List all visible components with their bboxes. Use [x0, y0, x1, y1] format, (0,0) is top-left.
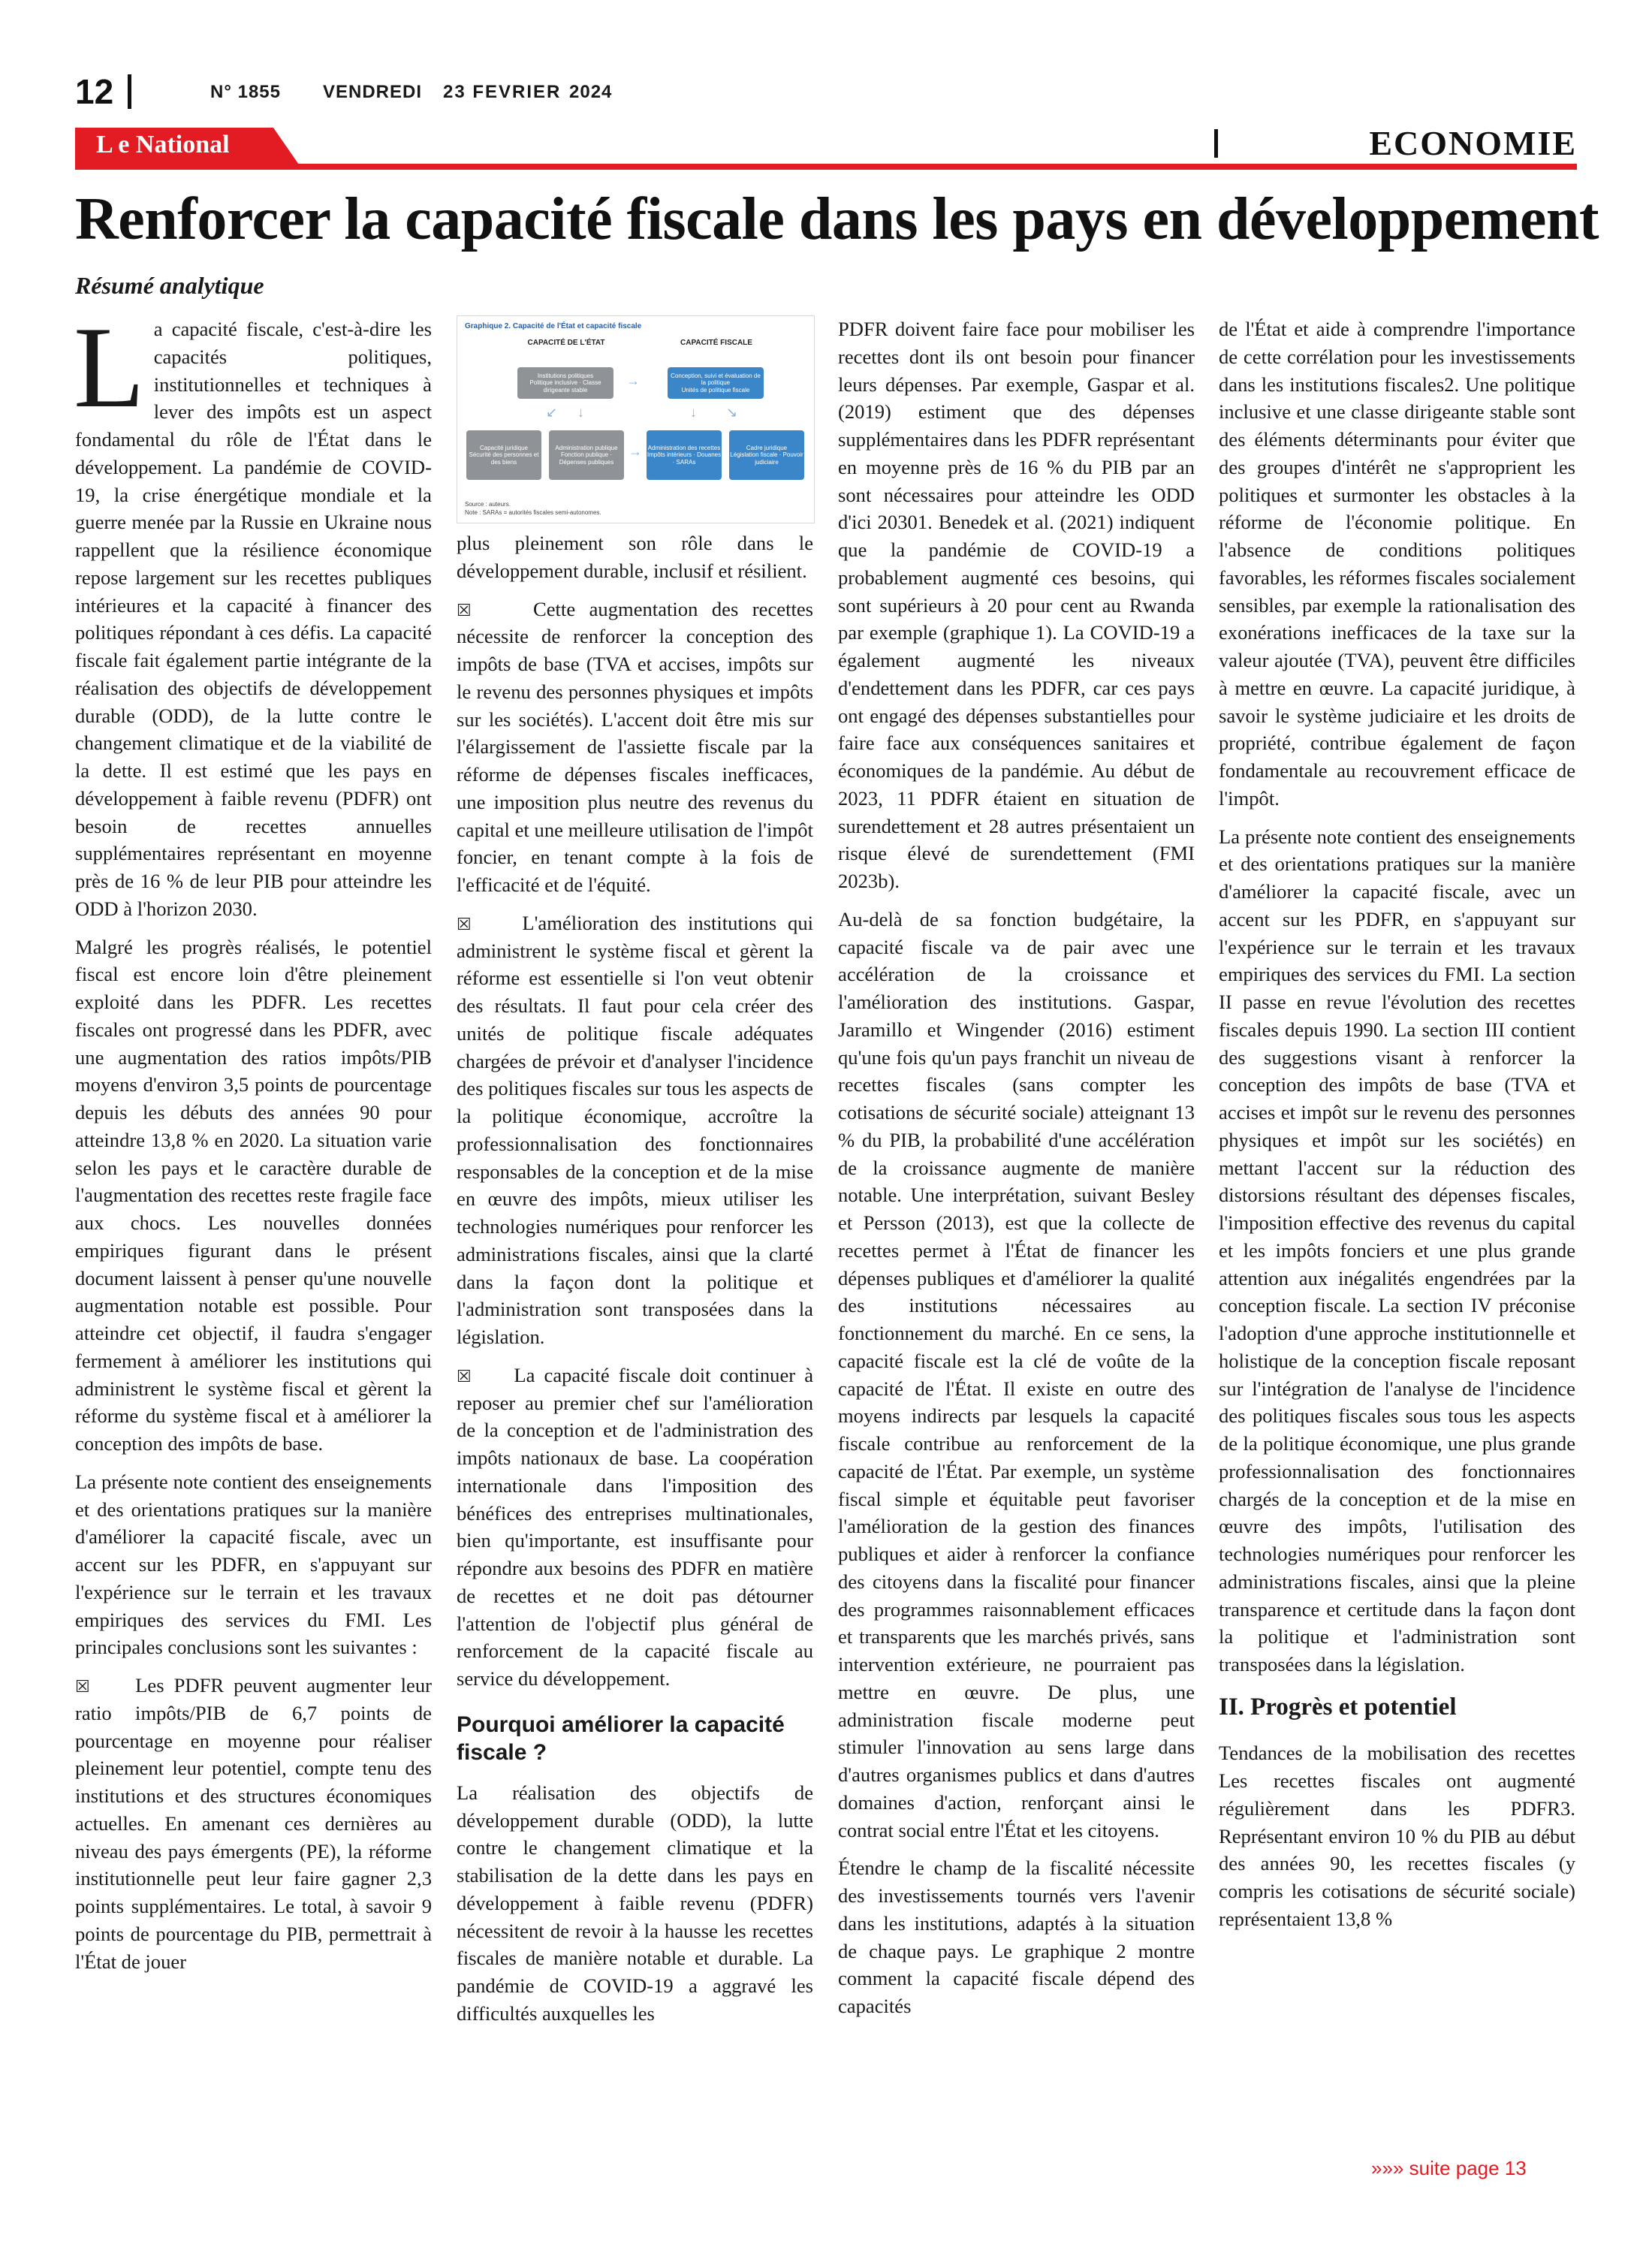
article-column-4 — [1219, 315, 1575, 1944]
issue-date: 23 FEVRIER — [443, 82, 562, 102]
bullet-paragraph: ☒ La capacité fiscale doit continuer à reposer au premier chef sur l'amélioration de la conception et de l'administration des impôts nationaux de base. La coopération internationale dans l'imposition des bénéfices des entreprises multinationales, bien qu'importante, est insuffisante pour répondre aux besoins des PDFR en matière de recettes et ne doit pas détourner l'attention de l'objectif plus général de renforcement de la capacité fiscale au service du développement. — [457, 1363, 813, 1690]
arrow-down-left-icon: ↙ — [546, 405, 558, 420]
box-legal-capacity: Capacité juridique Sécurité des personnes et des biens — [466, 430, 541, 480]
paragraph: La capacité fiscale, c'est-à-dire les capacités politiques, institutionnelles et techniques à lever des impôts est un aspect fondamental du rôle de l'État dans le développement. La pandémie de COVID-19, la crise énergétique mondiale et la guerre menée par la Russie en Ukraine nous rappellent que la résilience économique repose largement sur les recettes publiques intérieures et la capacité à financer des politiques répondant à ces défis. La capacité fiscale fait également partie intégrante de la réalisation des objectifs de développement durable (ODD), de la lutte contre le changement climatique et de la viabilité de la dette. Il est estimé que les pays en développement à faible revenu (PDFR) ont besoin de recettes annuelles supplémentaires représentant en moyenne près de 16 % de leur PIB pour atteindre les ODD à l'horizon 2030. — [74, 303, 432, 920]
section-name: ECONOMIE — [1369, 124, 1577, 162]
arrow-down-icon: ↓ — [690, 405, 697, 420]
bullet-paragraph: ☒ Cette augmentation des recettes nécessite de renforcer la conception des impôts de base (TVA et accises, impôts sur le revenu des personnes physiques et impôts sur les sociétés). L'accent doit être mis sur l'élargissement de l'assiette fiscale par la réforme de dépenses fiscales inefficaces, une imposition plus neutre des revenus du capital et une meilleure utilisation de l'impôt foncier, en tenant compte à la fois de l'efficacité et de l'équité. — [457, 597, 814, 896]
checkbox-glyph-icon: ☒ — [457, 915, 472, 934]
arrow-right-icon: → — [629, 444, 642, 459]
bullet-paragraph: ☒ Les PDFR peuvent augmenter leur ratio impôts/PIB de 6,7 points de pourcentage en moyenne pour réaliser pleinement leur potentiel, compte tenu des institutions et des structures économiques actuelles. En amenant ces dernières au niveau des pays émergents (PE), la réforme institutionnelle peut leur faire gagner 2,3 points supplémentaires. Le total, à savoir 9 points de pourcentage du PIB, permettrait à l'État de jouer — [75, 1674, 432, 1973]
article-column-2 — [457, 529, 813, 2038]
box-revenue-administration: Administration des recettes Impôts intérieurs · Douanes · SARAs — [647, 430, 722, 480]
figure-title: Graphique 2. Capacité de l'État et capacité fiscale — [465, 322, 642, 330]
figure-left-heading: CAPACITÉ DE L'ÉTAT — [527, 339, 605, 347]
box-public-administration: Administration publique Fonction publique · Dépenses publiques — [549, 430, 624, 480]
article-column-1 — [74, 303, 432, 1986]
page-number-divider — [128, 74, 131, 109]
newspaper-brand: L e National — [96, 131, 230, 158]
paragraph: PDFR doivent faire face pour mobiliser les recettes dont ils ont besoin pour financer leurs dépenses. Par exemple, Gaspar et al. (2019) estiment que des dépenses supplémentaires dans les PDFR représentant en moyenne près de 16 % du PIB par an sont nécessaires pour atteindre les ODD d'ici 20301. Benedek et al. (2021) indiquent que la pandémie de COVID-19 a probablement augmenté ces besoins, qui sont supérieurs à 20 pour cent au Rwanda par exemple (graphique 1). La COVID-19 a également augmenté les niveaux d'endettement dans les PDFR, car ces pays ont engagé des dépenses substantielles pour faire face aux conséquences sanitaires et économiques de la pandémie. Au début de 2023, 11 PDFR étaient en situation de surendettement et 28 autres présentaient un risque élevé de surendettement (FMI 2023b). — [838, 318, 1195, 892]
drop-cap: L — [74, 303, 145, 432]
arrow-down-icon: ↓ — [577, 405, 584, 420]
arrow-right-icon: → — [626, 373, 640, 388]
checkbox-glyph-icon: ☒ — [75, 1678, 90, 1697]
masthead-top — [75, 71, 1577, 116]
article-title: Renforcer la capacité fiscale dans les pays en développement — [75, 186, 1599, 252]
paragraph: La présente note contient des enseignements et des orientations pratiques sur la manière d'améliorer la capacité fiscale, avec un accent sur les PDFR, en s'appuyant sur l'expérience sur le terrain et les travaux empiriques des services du FMI. La section II passe en revue l'évolution des recettes fiscales depuis 1990. La section III contient des suggestions visant à renforcer la conception des impôts de base (TVA et accises et impôt sur le revenu des personnes physiques et impôt sur les sociétés) en mettant l'accent sur la réduction des distorsions résultant des dépenses fiscales, l'imposition effective des revenus du capital et les impôts fonciers et une plus grande attention aux inégalités engendrées par la conception fiscale. La section IV préconise l'adoption d'une approche institutionnelle et holistique de la conception fiscale reposant sur l'intégration de l'analyse de l'incidence des politiques fiscales sous tous les aspects de la politique économique, une plus grande professionnalisation des fonctionnaires chargés de la conception et de la mise en œuvre des impôts, l'utilisation des technologies numériques pour renforcer les administrations fiscales, ainsi que la pleine transparence et certitude dans la façon dont la politique et l'administration sont transposées dans la législation. — [1219, 825, 1575, 1675]
arrow-down-right-icon: ↘ — [726, 405, 738, 420]
checkbox-glyph-icon: ☒ — [457, 1367, 472, 1386]
paragraph: La présente note contient des enseignements et des orientations pratiques sur la manière d'améliorer la capacité fiscale, avec un accent sur les PDFR, en s'appuyant sur l'expérience sur le terrain et les travaux empiriques des services du FMI. Les principales conclusions sont les suivantes : — [75, 1470, 432, 1659]
paragraph: Au-delà de sa fonction budgétaire, la capacité fiscale va de pair avec une accélération de la croissance et l'amélioration des institutions. Gaspar, Jaramillo et Wingender (2016) estiment qu'une fois qu'un pays franchit un niveau de recettes fiscales (sans compter les cotisations de sécurité sociale) atteignant 13 % du PIB, la probabilité d'une accélération de la croissance augmente de manière notable. Une interprétation, suivant Besley et Persson (2013), est que la collecte de recettes permet à l'État de financer les dépenses publiques et d'améliorer la qualité des institutions nécessaires au fonctionnement du marché. En ce sens, la capacité fiscale est la clé de voûte de la capacité de l'État. Il existe en outre des moyens indirects par lesquels la capacité fiscale contribue au renforcement de la capacité de l'État. Par exemple, un système fiscal simple et équitable peut favoriser l'amélioration de la gestion des finances publiques et aider à renforcer la confiance des citoyens dans la fiscalité pour financer des programmes raisonnablement efficaces et transparents que les marchés privés, sans intervention extérieure, ne pourraient pas mettre en œuvre. De plus, une administration fiscale moderne peut stimuler l'innovation au sens large dans d'autres organismes publics et dans d'autres domaines d'action, renforçant ainsi le contrat social entre l'État et les citoyens. — [838, 907, 1195, 1841]
paragraph: Malgré les progrès réalisés, le potentiel fiscal est encore loin d'être pleinement exploité dans les PDFR. Les recettes fiscales ont progressé dans les PDFR, avec une augmentation des ratios impôts/PIB moyens d'environ 3,5 points de pourcentage depuis les débuts des années 90 pour atteindre 13,8 % en 2020. La situation varie selon les pays et le caractère durable de l'augmentation des recettes reste fragile face aux chocs. Les nouvelles données empiriques figurant dans le présent document laissent à penser qu'une nouvelle augmentation notable est possible. Pour atteindre cet objectif, il faudra s'engager fermement à améliorer les institutions qui administrent le système fiscal et gèrent la réforme du système fiscal et à améliorer la conception des impôts de base. — [75, 935, 432, 1455]
box-political-institutions: Institutions politiques Politique inclusive · Classe dirigeante stable — [517, 367, 613, 399]
figure-source: Source : auteurs. Note : SARAs = autorités fiscales semi-autonomes. — [465, 501, 601, 516]
paragraph: Tendances de la mobilisation des recettes Les recettes fiscales ont augmenté régulièrement dans les PDFR3. Représentant environ 10 % du PIB au début des années 90, les recettes fiscales (y compris les cotisations de sécurité sociale) représentaient 13,8 % — [1219, 1742, 1575, 1930]
subheading: Pourquoi améliorer la capacité fiscale ? — [457, 1712, 785, 1766]
paragraph: La réalisation des objectifs de développement durable (ODD), la lutte contre le changement climatique et la stabilisation de la dette dans les pays en développement à faible revenu (PDFR) nécessitent de revoir à la hausse les recettes fiscales de manière notable et durable. La pandémie de COVID-19 a aggravé les difficultés auxquelles les — [457, 1781, 813, 2025]
issue-day: VENDREDI — [323, 82, 423, 102]
paragraph: Étendre le champ de la fiscalité nécessite des investissements tournés vers l'avenir dans les institutions, adaptés à la situation de chaque pays. Le graphique 2 montre comment la capacité fiscale dépend des capacités — [838, 1856, 1195, 2017]
article-column-3 — [838, 315, 1195, 2031]
summary-label: Résumé analytique — [75, 272, 264, 299]
figure-state-capacity — [457, 315, 815, 523]
subheading: II. Progrès et potentiel — [1219, 1693, 1457, 1721]
box-legal-framework: Cadre juridique Législation fiscale · Pouvoir judiciaire — [729, 430, 804, 480]
header-rule — [75, 164, 1577, 170]
checkbox-glyph-icon: ☒ — [457, 601, 472, 620]
issue-year: 2024 — [569, 82, 613, 102]
bullet-paragraph: ☒ L'amélioration des institutions qui administrent le système fiscal et gèrent la réforme est essentielle si l'on veut obtenir des résultats. Il faut pour cela créer des unités de politique fiscale adéquates chargées de prévoir et d'analyser l'incidence des politiques fiscales sur tous les aspects de la politique économique, accroître la professionnalisation des fonctionnaires responsables de la conception et de la mise en œuvre des impôts, mieux utiliser les technologies numériques pour renforcer les administrations fiscales, ainsi que la clarté dans la façon dont la politique et l'administration sont transposées dans la législation. — [457, 911, 814, 1348]
box-policy-design: Conception, suivi et évaluation de la politique Unités de politique fiscale — [668, 367, 764, 399]
page-number: 12 — [75, 72, 114, 111]
paragraph: de l'État et aide à comprendre l'importance de cette corrélation pour les investissements dans les institutions fiscales2. Une politique inclusive et une classe dirigeante stable sont des éléments déterminants pour éviter que des groupes d'intérêt ne s'approprient les politiques et surmonter les obstacles à la réforme de l'économie politique. En l'absence de conditions politiques favorables, les réformes fiscales socialement sensibles, par exemple la rationalisation des exonérations inefficaces de la taxe sur la valeur ajoutée (TVA), peuvent être difficiles à mettre en œuvre. La capacité juridique, à savoir le système judiciaire et les droits de propriété, contribue également de façon fondamentale au recouvrement efficace de l'impôt. — [1219, 318, 1575, 810]
section-divider — [1214, 129, 1218, 158]
paragraph: plus pleinement son rôle dans le développement durable, inclusif et résilient. — [457, 532, 813, 582]
issue-number: N° 1855 — [210, 82, 281, 102]
figure-right-heading: CAPACITÉ FISCALE — [680, 339, 752, 347]
continuation-link[interactable]: »»» suite page 13 — [1371, 2157, 1527, 2179]
